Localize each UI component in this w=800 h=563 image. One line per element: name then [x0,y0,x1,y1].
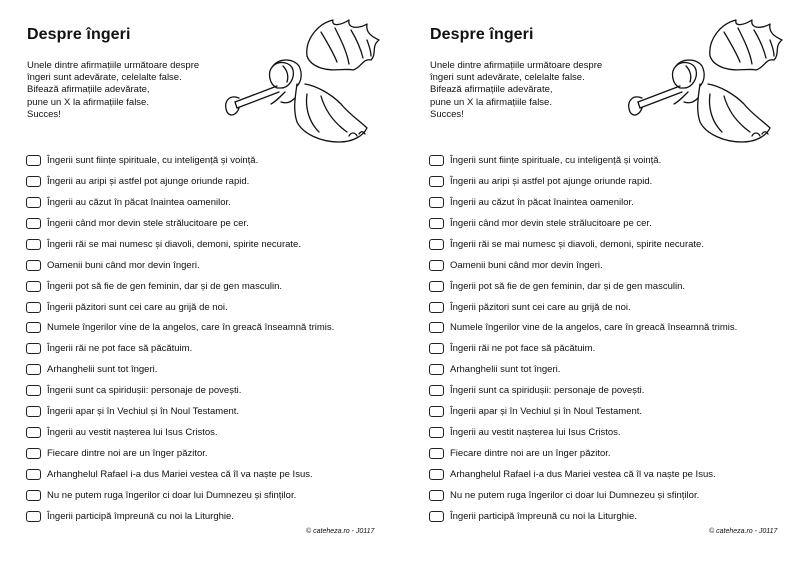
statement-text: Îngerii răi ne pot face să păcătuim. [450,343,596,355]
instructions [430,60,602,121]
instruction-line: Bifează afirmațiile adevărate, [430,84,553,96]
instruction-line: îngeri sunt adevărate, celelalte false. [27,72,182,84]
statement-item [26,213,334,234]
statement-text: Îngerii au căzut în păcat înaintea oamenilor. [47,196,231,208]
statement-text: Îngerii sunt ființe spirituale, cu inteligență și voință. [450,154,662,166]
statement-text: Fiecare dintre noi are un înger păzitor. [47,448,208,460]
statement-text: Fiecare dintre noi are un înger păzitor. [450,448,611,460]
statement-checkbox[interactable] [429,260,444,271]
statement-checkbox[interactable] [26,364,41,375]
statement-text: Îngerii apar și în Vechiul și în Noul Testament. [47,406,240,418]
statement-checkbox[interactable] [429,197,444,208]
statement-checkbox[interactable] [429,322,444,333]
statement-item [429,422,737,443]
statement-checkbox[interactable] [429,427,444,438]
statement-item [429,338,737,359]
statement-text: Îngerii sunt ca spiridușii: personaje de povești. [450,385,645,397]
statement-text: Oamenii buni când mor devin îngeri. [450,259,603,271]
statement-text: Îngerii păzitori sunt cei care au grijă de noi. [450,301,631,313]
statement-item [26,464,334,485]
statement-item [429,297,737,318]
statement-item [26,443,334,464]
statement-checkbox[interactable] [26,469,41,480]
statement-checkbox[interactable] [429,511,444,522]
statement-checkbox[interactable] [429,218,444,229]
statement-checkbox[interactable] [26,218,41,229]
statement-text: Nu ne putem ruga îngerilor ci doar lui Dumnezeu și sfinților. [450,489,700,501]
statement-text: Îngerii participă împreună cu noi la Liturghie. [47,510,234,522]
statement-item [429,443,737,464]
statement-checkbox[interactable] [26,281,41,292]
statement-item [26,234,334,255]
statement-checkbox[interactable] [26,260,41,271]
statement-checkbox[interactable] [429,176,444,187]
statement-text: Îngerii sunt ca spiridușii: personaje de povești. [47,385,242,397]
statement-item [26,401,334,422]
statement-checkbox[interactable] [26,176,41,187]
statement-item [429,171,737,192]
instruction-line: pune un X la afirmațiile false. [27,96,149,108]
statement-text: Arhanghelii sunt tot îngeri. [47,364,158,376]
statement-text: Îngerii păzitori sunt cei care au grijă de noi. [47,301,228,313]
statement-checkbox[interactable] [429,490,444,501]
instruction-line: Bifează afirmațiile adevărate, [27,84,150,96]
instruction-line: Unele dintre afirmațiile următoare despre [430,60,603,71]
statement-checkbox[interactable] [429,239,444,250]
statement-list [26,150,334,527]
statement-text: Îngerii pot să fie de gen feminin, dar și de gen masculin. [47,280,282,292]
statement-checkbox[interactable] [429,364,444,375]
statement-checkbox[interactable] [26,427,41,438]
statement-item [429,192,737,213]
statement-item [26,171,334,192]
instruction-line: Succes! [430,108,464,120]
statement-item [26,318,334,339]
statement-text: Îngerii au aripi și astfel pot ajunge oriunde rapid. [47,175,250,187]
statement-text: Îngerii au vestit nașterea lui Isus Cristos. [47,427,218,439]
statement-checkbox[interactable] [26,322,41,333]
statement-item [26,255,334,276]
statement-text: Îngerii apar și în Vechiul și în Noul Testament. [450,406,643,418]
statement-item [429,485,737,506]
worksheet-left [20,0,405,563]
statement-list [429,150,737,527]
statement-text: Îngerii când mor devin stele strălucitoare pe cer. [47,217,249,229]
copyright-footer: © cateheza.ro - J0117 [709,528,778,535]
statement-checkbox[interactable] [429,469,444,480]
instructions [27,60,199,121]
statement-item [26,192,334,213]
statement-item [26,276,334,297]
copyright-footer: © cateheza.ro - J0117 [306,528,375,535]
statement-item [429,255,737,276]
instruction-line: îngeri sunt adevărate, celelalte false. [430,72,585,84]
statement-text: Arhanghelul Rafael i-a dus Mariei vestea că îl va naște pe Isus. [47,469,313,481]
statement-item [26,485,334,506]
statement-text: Arhanghelul Rafael i-a dus Mariei vestea că îl va naște pe Isus. [450,469,716,481]
statement-text: Îngerii când mor devin stele strălucitoare pe cer. [450,217,652,229]
statement-text: Îngerii răi ne pot face să păcătuim. [47,343,193,355]
angel-illustration [220,18,382,146]
statement-item [429,318,737,339]
statement-item [26,422,334,443]
statement-text: Îngerii răi se mai numesc și diavoli, demoni, spirite necurate. [47,238,301,250]
statement-checkbox[interactable] [26,302,41,313]
statement-checkbox[interactable] [26,511,41,522]
statement-checkbox[interactable] [26,490,41,501]
statement-item [429,464,737,485]
statement-checkbox[interactable] [429,155,444,166]
statement-checkbox[interactable] [429,406,444,417]
statement-checkbox[interactable] [429,281,444,292]
statement-checkbox[interactable] [26,239,41,250]
statement-text: Numele îngerilor vine de la angelos, care în greacă înseamnă trimis. [450,322,738,334]
statement-item [429,401,737,422]
statement-checkbox[interactable] [429,343,444,354]
statement-item [26,338,334,359]
statement-checkbox[interactable] [26,155,41,166]
statement-text: Îngerii răi se mai numesc și diavoli, demoni, spirite necurate. [450,238,704,250]
statement-item [429,359,737,380]
worksheet-title: Despre îngeri [27,26,131,43]
statement-item [429,150,737,171]
statement-checkbox[interactable] [26,406,41,417]
statement-item [26,359,334,380]
angel-illustration [623,18,785,146]
instruction-line: Unele dintre afirmațiile următoare despre [27,60,200,71]
statement-checkbox[interactable] [429,302,444,313]
statement-text: Oamenii buni când mor devin îngeri. [47,259,200,271]
statement-item [429,234,737,255]
statement-text: Îngerii au aripi și astfel pot ajunge oriunde rapid. [450,175,653,187]
statement-checkbox[interactable] [26,385,41,396]
statement-item [26,297,334,318]
statement-item [429,506,737,527]
statement-text: Arhanghelii sunt tot îngeri. [450,364,561,376]
statement-text: Numele îngerilor vine de la angelos, care în greacă înseamnă trimis. [47,322,335,334]
statement-text: Îngerii au vestit nașterea lui Isus Cristos. [450,427,621,439]
statement-item [26,506,334,527]
statement-checkbox[interactable] [429,385,444,396]
statement-checkbox[interactable] [26,343,41,354]
worksheet-title: Despre îngeri [430,26,534,43]
worksheet-right [423,0,800,563]
statement-text: Îngerii sunt ființe spirituale, cu inteligență și voință. [47,154,259,166]
statement-checkbox[interactable] [26,197,41,208]
instruction-line: Succes! [27,108,61,120]
statement-text: Nu ne putem ruga îngerilor ci doar lui Dumnezeu și sfinților. [47,489,297,501]
statement-item [26,380,334,401]
statement-item [429,380,737,401]
statement-checkbox[interactable] [26,448,41,459]
statement-text: Îngerii au căzut în păcat înaintea oamenilor. [450,196,634,208]
statement-text: Îngerii participă împreună cu noi la Liturghie. [450,510,637,522]
statement-item [26,150,334,171]
statement-text: Îngerii pot să fie de gen feminin, dar și de gen masculin. [450,280,685,292]
instruction-line: pune un X la afirmațiile false. [430,96,552,108]
statement-item [429,213,737,234]
statement-checkbox[interactable] [429,448,444,459]
statement-item [429,276,737,297]
